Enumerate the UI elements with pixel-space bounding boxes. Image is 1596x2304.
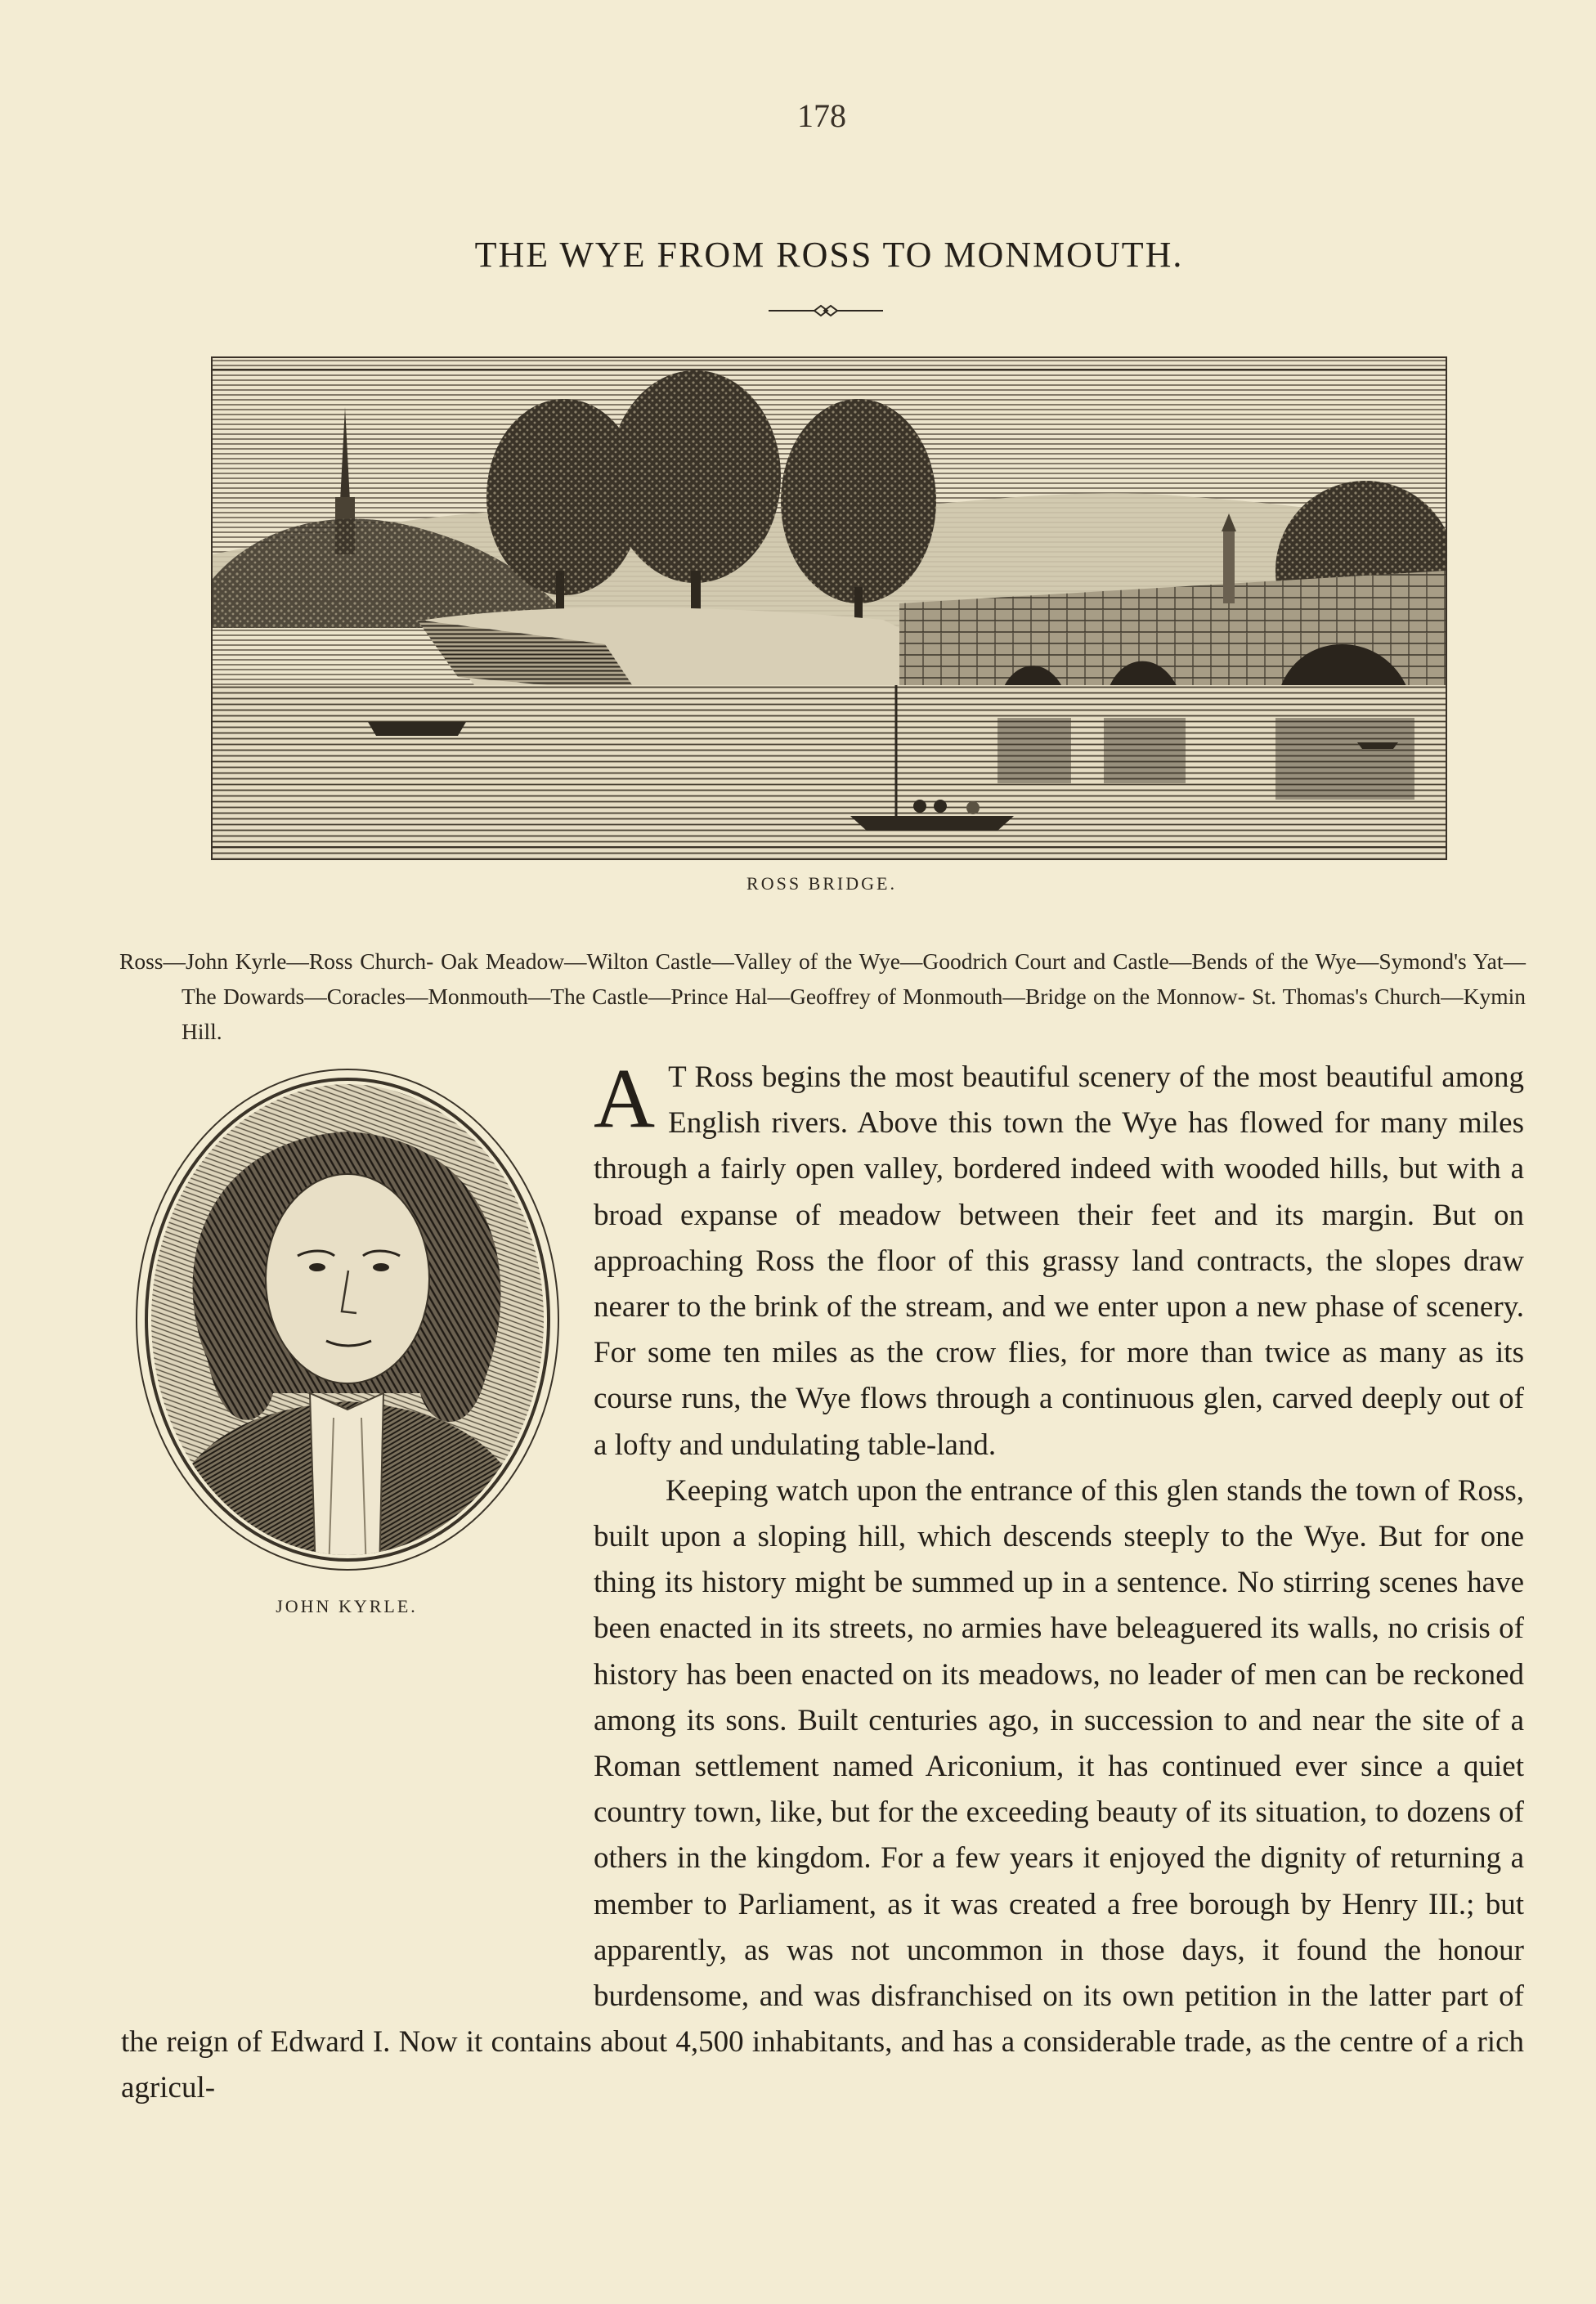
portrait-space [121, 1055, 594, 2008]
ross-bridge-engraving [211, 356, 1447, 860]
portrait-caption: JOHN KYRLE. [276, 1596, 418, 1616]
chapter-summary: Ross—John Kyrle—Ross Church- Oak Meadow—Wilton Castle—Valley of the Wye—Goodrich Court and Castle—Bends of the Wye—Symond's Yat—The Dowards—Coracles—Monmouth—The Castle—Prince Hal—Geoffrey of Monmouth—Bridge on the Monnow- St. Thomas's Church—Kymin Hill. [119, 948, 1526, 1044]
title-ornament [769, 301, 883, 320]
engraving-artwork [213, 358, 1446, 858]
engraving-caption: ROSS BRIDGE. [746, 873, 897, 894]
paragraph-1-text: T Ross begins the most beautiful scenery of the most beautiful among English rivers. Above this town the Wye has flowed for many miles through a fairly open valley, bordered indeed with wooded hills, but with a broad expanse of meadow between their feet and its margin. But on approaching Ross the floor of this grassy land contracts, the slopes draw nearer to the brink of the stream, and we enter upon a new phase of scenery. For some ten miles as the crow flies, for more than twice as many as its course runs, the Wye flows through a continuous glen, carved deeply out of a lofty and undulating table-land. [594, 1060, 1524, 1462]
drop-cap: A [594, 1051, 656, 1145]
chapter-title: THE WYE FROM ROSS TO MONMOUTH. [474, 235, 1184, 275]
body-text [121, 1051, 1524, 2112]
page-number: 178 [797, 97, 846, 134]
paragraph-2: Keeping watch upon the entrance of this glen stands the town of Ross, built upon a sloping hill, which descends steeply to the Wye. But for one thing its history might be summed up in a sentence. No stirring scenes have been enacted in its streets, no armies have beleaguered its walls, no crisis of history has been enacted on its meadows, no leader of men can be reckoned among its sons. Built centuries ago, in succession to and near the site of a Roman settlement named Ariconium, it has continued ever since a quiet country town, like, but for the exceeding beauty of its situation, to dozens of others in the kingdom. For a few years it enjoyed the dignity of returning a member to Parliament, as it was created a free borough by Henry III.; but apparently, as was not uncommon in those days, it found the honour burdensome, and was disfranchised on its own petition in the latter part of the reign of Edward I. Now it contains about 4,500 inhabitants, and has a considerable trade, as the centre of a rich agricul- [121, 1473, 1524, 2105]
